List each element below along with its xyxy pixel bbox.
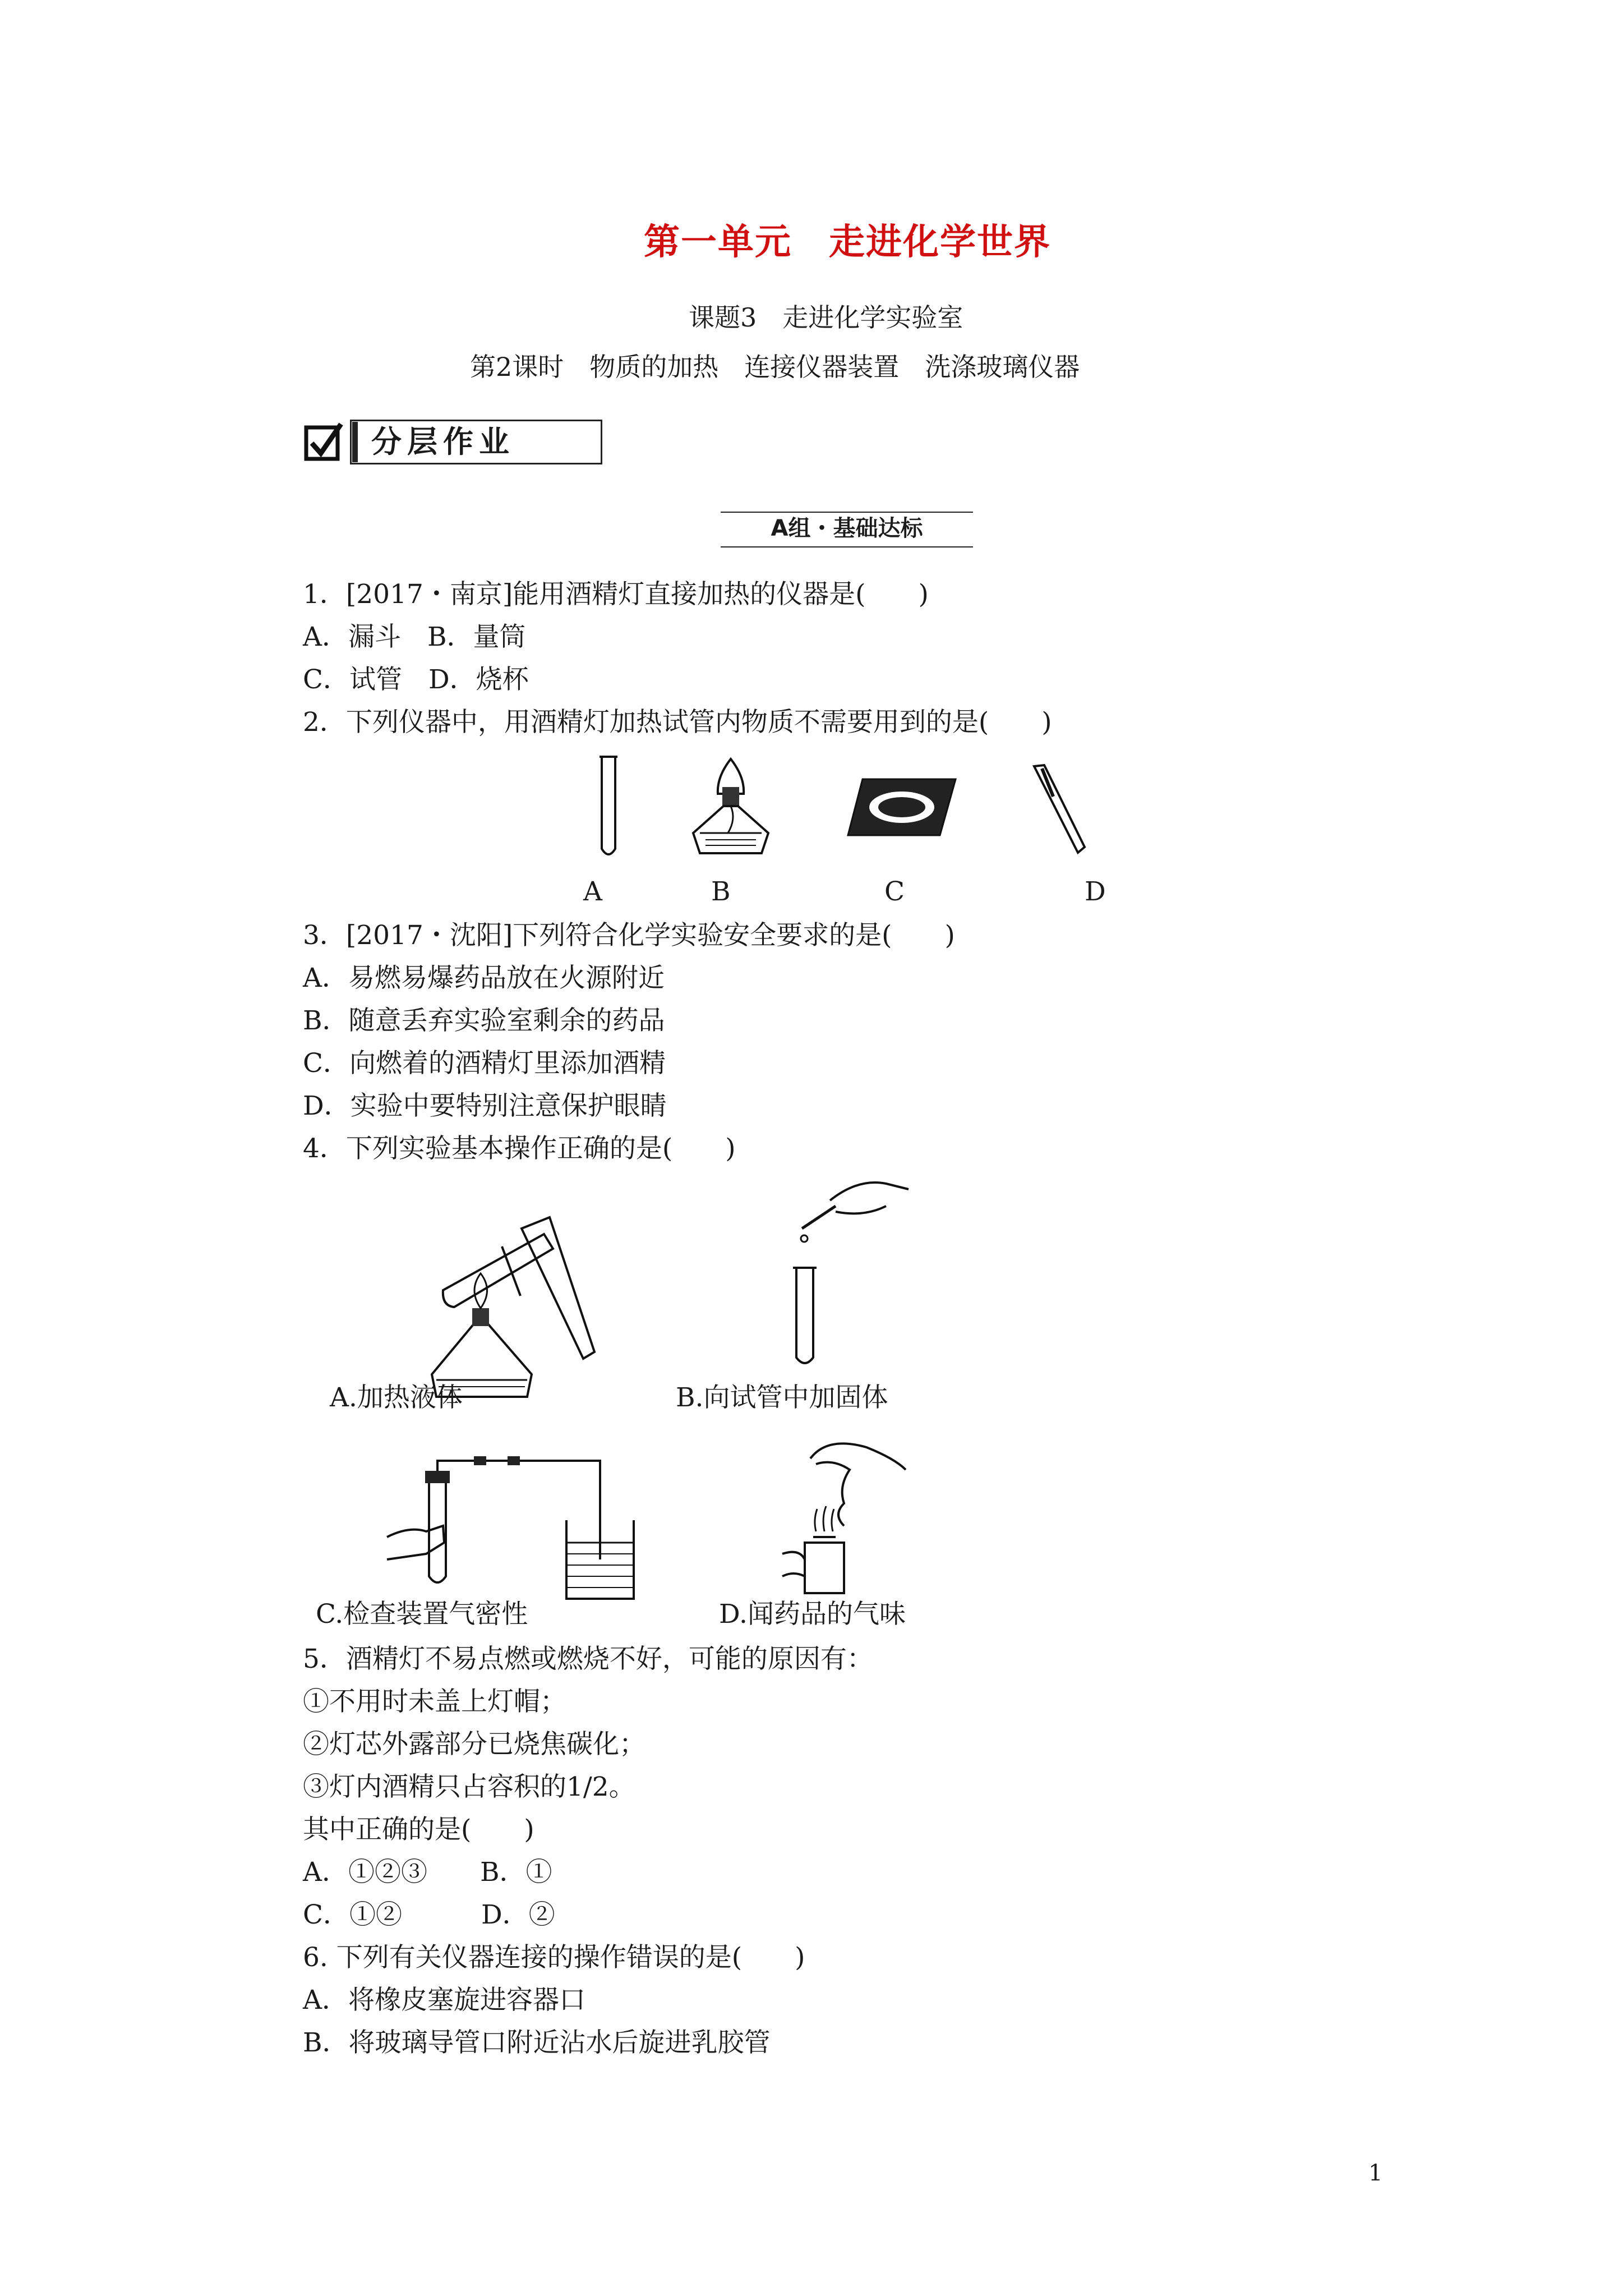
q2-stem: 2．下列仪器中，用酒精灯加热试管内物质不需要用到的是( ) (303, 707, 1052, 738)
q1-stem: 1．[2017・南京]能用酒精灯直接加热的仪器是( ) (303, 579, 929, 610)
q2-label-a: A (583, 876, 602, 907)
test-tube-figure (597, 754, 620, 861)
q3-option-b: B．随意丢弃实验室剩余的药品 (303, 1005, 665, 1036)
q5-reason-1: ①不用时未盖上灯帽； (303, 1686, 566, 1717)
unit-title: 第一单元 走进化学世界 (644, 221, 1051, 263)
q1-options-cd: C．试管 D．烧杯 (303, 664, 529, 695)
q3-option-a: A．易燃易爆药品放在火源附近 (303, 963, 665, 993)
q3-stem: 3．[2017・沈阳]下列符合化学实验安全要求的是( ) (303, 920, 955, 951)
q2-label-b: B (711, 876, 731, 907)
badge-label: 分层作业 (371, 424, 515, 459)
q5-ask: 其中正确的是( ) (303, 1814, 534, 1845)
q5-reason-3: ③灯内酒精只占容积的1/2。 (303, 1772, 635, 1802)
q5-options-cd: C．①② D．② (303, 1899, 555, 1930)
q4-stem: 4．下列实验基本操作正确的是( ) (303, 1133, 736, 1164)
q5-options-ab: A．①②③ B．① (303, 1857, 552, 1888)
period-title: 第2课时 物质的加热 连接仪器装置 洗涤玻璃仪器 (470, 352, 1080, 382)
wire-gauze-figure (846, 777, 958, 839)
airtightness-check-figure (387, 1458, 628, 1604)
page-number: 1 (1368, 2160, 1383, 2186)
q5-stem: 5．酒精灯不易点燃或燃烧不好，可能的原因有： (303, 1644, 873, 1674)
checkbox-icon (304, 422, 344, 462)
q4-caption-b: B.向试管中加固体 (676, 1382, 888, 1413)
alcohol-lamp-figure (683, 754, 778, 861)
q5-reason-2: ②灯芯外露部分已烧焦碳化； (303, 1729, 645, 1760)
homework-badge (304, 420, 604, 467)
q4-caption-a: A.加热液体 (330, 1382, 463, 1413)
q4-caption-d: D.闻药品的气味 (719, 1599, 906, 1630)
q2-label-c: C (884, 876, 905, 907)
q1-options-ab: A．漏斗 B．量筒 (303, 622, 526, 652)
q6-option-b: B．将玻璃导管口附近沾水后旋进乳胶管 (303, 2027, 771, 2058)
q4-caption-c: C.检查装置气密性 (316, 1599, 528, 1630)
smelling-figure (782, 1436, 917, 1599)
adding-solid-figure (774, 1167, 920, 1369)
q6-option-a: A．将橡皮塞旋进容器口 (303, 1985, 585, 2016)
q3-option-c: C．向燃着的酒精灯里添加酒精 (303, 1048, 666, 1079)
test-tube-holder-figure (1031, 763, 1092, 858)
lesson-title: 课题3 走进化学实验室 (689, 302, 963, 333)
q2-label-d: D (1085, 876, 1106, 907)
q6-stem: 6. 下列有关仪器连接的操作错误的是( ) (303, 1942, 805, 1973)
group-heading: A组・基础达标 (721, 512, 973, 547)
q3-option-d: D．实验中要特别注意保护眼睛 (303, 1091, 667, 1121)
